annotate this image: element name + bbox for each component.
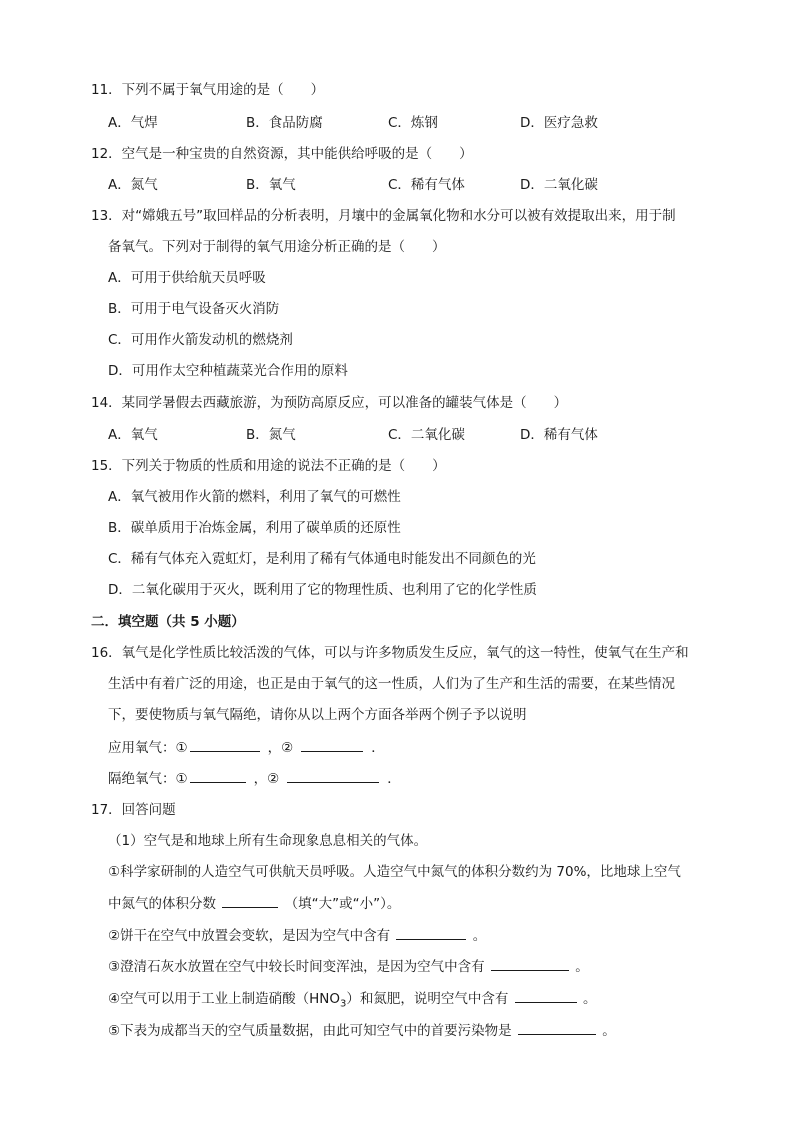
period: 。 bbox=[582, 991, 597, 1007]
option-d[interactable]: D．医疗急救 bbox=[520, 115, 598, 131]
question-15-option-b[interactable]: B．碳单质用于冶炼金属，利用了碳单质的还原性 bbox=[108, 520, 401, 536]
option-a[interactable]: A．氧气 bbox=[108, 427, 158, 443]
option-c[interactable]: C．二氧化碳 bbox=[388, 427, 465, 443]
question-15-stem: 15．下列关于物质的性质和用途的说法不正确的是（ ） bbox=[91, 458, 446, 474]
question-14-options bbox=[108, 425, 658, 445]
option-a[interactable]: A．气焊 bbox=[108, 115, 158, 131]
period: 。 bbox=[602, 1023, 616, 1039]
item4-text-b: ）和氮肥，说明空气中含有 bbox=[346, 991, 509, 1007]
question-13-option-d[interactable]: D．可用作太空种植蔬菜光合作用的原料 bbox=[108, 363, 348, 379]
question-14-stem: 14．某同学暑假去西藏旅游，为预防高原反应，可以准备的罐装气体是（ ） bbox=[91, 395, 568, 411]
question-11-options bbox=[108, 113, 658, 133]
option-c[interactable]: C．稀有气体 bbox=[388, 177, 465, 193]
question-16-isolate-row bbox=[108, 768, 407, 789]
item2-blank[interactable] bbox=[396, 925, 466, 940]
item1-text: 中氮气的体积分数 bbox=[108, 896, 216, 912]
period: 。 bbox=[472, 928, 487, 944]
option-d[interactable]: D．二氧化碳 bbox=[520, 177, 598, 193]
question-15-option-a[interactable]: A．氧气被用作火箭的燃料，利用了氧气的可燃性 bbox=[108, 489, 401, 505]
question-11-stem: 11．下列不属于氧气用途的是（ ） bbox=[91, 82, 325, 98]
isolate-oxygen-label: 隔绝氧气：① bbox=[108, 771, 188, 787]
apply-blank-1[interactable] bbox=[190, 737, 260, 752]
period: ． bbox=[387, 771, 401, 787]
question-17-stem: 17．回答问题 bbox=[91, 802, 176, 818]
option-a[interactable]: A．氮气 bbox=[108, 177, 158, 193]
question-16-apply-row bbox=[108, 737, 391, 758]
question-17-item2 bbox=[108, 925, 486, 946]
item1-blank[interactable] bbox=[222, 893, 278, 908]
option-d[interactable]: D．稀有气体 bbox=[520, 427, 598, 443]
question-13-option-a[interactable]: A．可用于供给航天员呼吸 bbox=[108, 270, 266, 286]
question-12-options bbox=[108, 175, 658, 195]
question-12-stem: 12．空气是一种宝贵的自然资源，其中能供给呼吸的是（ ） bbox=[91, 146, 473, 162]
item4-text: ④空气可以用于工业上制造硝酸（HNO bbox=[108, 991, 340, 1007]
item4-blank[interactable] bbox=[515, 988, 577, 1003]
question-17-part1: （1）空气是和地球上所有生命现象息息相关的气体。 bbox=[108, 833, 428, 849]
question-13-stem-line2: 备氧气。下列对于制得的氧气用途分析正确的是（ ） bbox=[108, 239, 446, 255]
item5-text: ⑤下表为成都当天的空气质量数据，由此可知空气中的首要污染物是 bbox=[108, 1023, 512, 1039]
question-16-line2: 生活中有着广泛的用途，也正是由于氧气的这一性质，人们为了生产和生活的需要，在某些情况 bbox=[108, 676, 675, 692]
apply-blank-2[interactable] bbox=[301, 737, 363, 752]
item3-blank[interactable] bbox=[491, 956, 569, 971]
question-15-option-d[interactable]: D．二氧化碳用于灭火，既利用了它的物理性质、也利用了它的化学性质 bbox=[108, 582, 537, 598]
item2-text: ②饼干在空气中放置会变软，是因为空气中含有 bbox=[108, 928, 391, 944]
question-17-item5 bbox=[108, 1020, 616, 1041]
circled-two-label: ，② bbox=[267, 740, 294, 756]
period: 。 bbox=[575, 959, 589, 975]
subscript-3: 3 bbox=[339, 998, 347, 1010]
item1-hint: （填“大”或“小”）。 bbox=[284, 896, 401, 912]
section-title: 二．填空题（共 5 小题） bbox=[91, 614, 245, 630]
question-16-line3: 下，要使物质与氧气隔绝，请你从以上两个方面各举两个例子予以说明 bbox=[108, 707, 527, 723]
question-17-item3 bbox=[108, 956, 589, 977]
item3-text: ③澄清石灰水放置在空气中较长时间变浑浊，是因为空气中含有 bbox=[108, 959, 485, 975]
period: ． bbox=[371, 740, 385, 756]
isolate-blank-2[interactable] bbox=[287, 768, 379, 783]
question-15-option-c[interactable]: C．稀有气体充入霓虹灯，是利用了稀有气体通电时能发出不同颜色的光 bbox=[108, 551, 536, 567]
isolate-blank-1[interactable] bbox=[190, 768, 246, 783]
question-13-option-c[interactable]: C．可用作火箭发动机的燃烧剂 bbox=[108, 332, 293, 348]
question-17-item1-line1: ①科学家研制的人造空气可供航天员呼吸。人造空气中氮气的体积分数约为 70%，比地球上空气 bbox=[108, 864, 681, 880]
question-13-stem-line1: 13．对“嫦娥五号”取回样品的分析表明，月壤中的金属氧化物和水分可以被有效提取出来，用于制 bbox=[91, 208, 676, 224]
question-13-option-b[interactable]: B．可用于电气设备灭火消防 bbox=[108, 301, 280, 317]
question-16-line1: 16．氧气是化学性质比较活泼的气体，可以与许多物质发生反应，氧气的这一特性，使氧气在生产和 bbox=[91, 645, 689, 661]
item5-blank[interactable] bbox=[518, 1020, 596, 1035]
apply-oxygen-label: 应用氧气：① bbox=[108, 740, 188, 756]
question-17-item4 bbox=[108, 988, 596, 1015]
question-17-item1-line2 bbox=[108, 893, 400, 914]
option-b[interactable]: B．氮气 bbox=[246, 427, 296, 443]
option-b[interactable]: B．氧气 bbox=[246, 177, 296, 193]
circled-two-label: ，② bbox=[253, 771, 280, 787]
option-b[interactable]: B．食品防腐 bbox=[246, 115, 323, 131]
option-c[interactable]: C．炼钢 bbox=[388, 115, 438, 131]
